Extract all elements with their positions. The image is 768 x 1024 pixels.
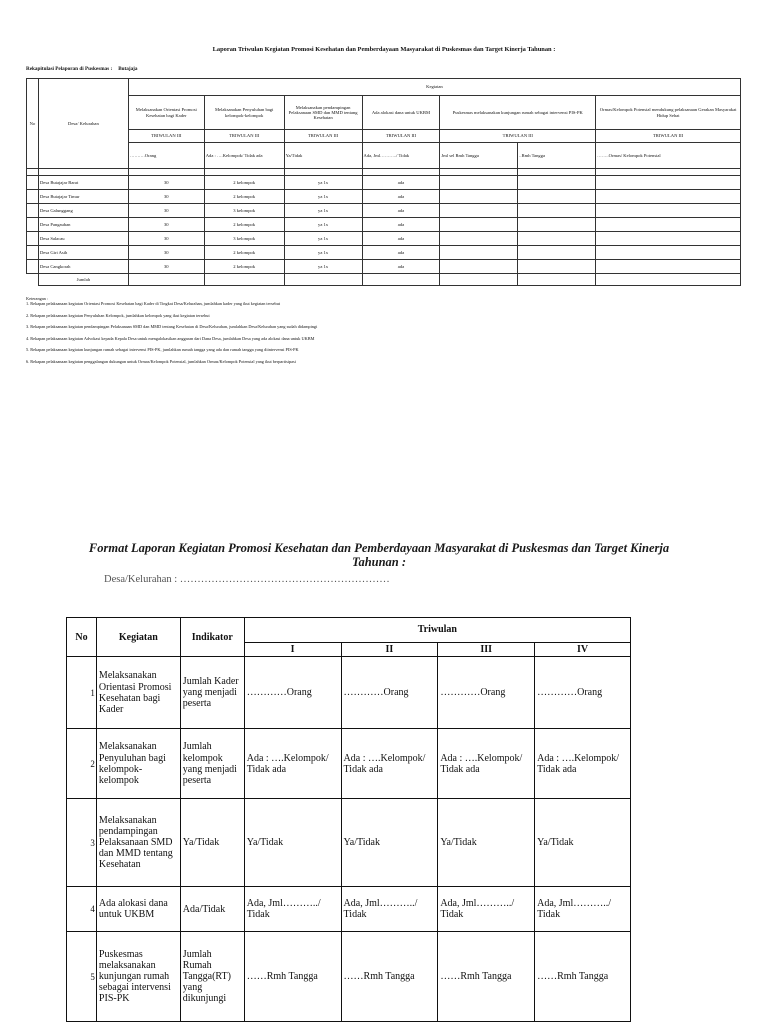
row-indikator: Ya/Tidak xyxy=(180,799,244,887)
table-row xyxy=(27,176,741,190)
row-smd: ya 1x xyxy=(284,246,362,260)
row-smd: ya 1x xyxy=(284,190,362,204)
row-q2: …………Orang xyxy=(341,657,438,729)
row-desa: Desa Cangkorah xyxy=(38,260,128,274)
row-indikator: Jumlah kelompok yang menjadi peserta xyxy=(180,729,244,799)
doc2-header-no: No xyxy=(67,618,97,657)
doc2-desa-label: Desa/Kelurahan : …………………………………………………… xyxy=(104,574,390,585)
row-desa: Desa Butajajar Timur xyxy=(38,190,128,204)
header-desa: Desa/ Kelurahan xyxy=(38,79,128,169)
header-no: No xyxy=(27,79,39,169)
doc2-header-q3: III xyxy=(438,643,535,657)
row-q3: Ada : ….Kelompok/ Tidak ada xyxy=(438,729,535,799)
jumlah-label: Jumlah xyxy=(38,274,128,286)
table-row xyxy=(27,260,741,274)
triwulan-6: TRIWULAN III xyxy=(596,130,741,143)
row-no: 4 xyxy=(67,887,97,932)
doc2-format-table xyxy=(66,617,631,1022)
row-q1: Ada : ….Kelompok/ Tidak ada xyxy=(244,729,341,799)
row-kegiatan: Melaksanakan Penyuluhan bagi kelompok-kelompok xyxy=(96,729,180,799)
table-row xyxy=(67,932,631,1022)
note-3: 3. Rekapan pelaksanaan kegiatan pendampingan Pelaksanaan SMD dan MMD tentang Kesehatan di Desa/Kelurahan, jumlahkan Desa/Kelurahan yang sudah didampingi xyxy=(26,324,318,330)
indicator-1: ……….Orang xyxy=(128,143,204,169)
row-q3: …………Orang xyxy=(438,657,535,729)
row-q4: Ya/Tidak xyxy=(535,799,631,887)
triwulan-5: TRIWULAN III xyxy=(440,130,596,143)
row-kelompok: 3 kelompok xyxy=(204,204,284,218)
row-indikator: Jumlah Rumah Tangga(RT) yang dikunjungi xyxy=(180,932,244,1022)
doc2-title: Format Laporan Kegiatan Promosi Kesehatan dan Pemberdayaan Masyarakat di Puskesmas dan Target Kinerja Tahunan : xyxy=(88,541,670,570)
row-kelompok: 2 kelompok xyxy=(204,260,284,274)
doc2-header-q4: IV xyxy=(535,643,631,657)
row-orang: 30 xyxy=(128,232,204,246)
note-1: 1. Rekapan pelaksanaan kegiatan Orientasi Promosi Kesehatan bagi Kader di Tingkat Desa/Kelurahan, jumlahkan kader yang ikut kegiatan tersebut xyxy=(26,301,281,306)
note-6: 6. Rekapan pelaksanaan kegiatan penggalangan dukungan untuk Ormas/Kelompok Potensial, jumlahkan Ormas/Kelompok Potensial yang ikut berpartisipasi xyxy=(26,358,296,364)
row-kegiatan: Melaksanakan Orientasi Promosi Kesehatan bagi Kader xyxy=(96,657,180,729)
row-orang: 30 xyxy=(128,218,204,232)
note-2: 2. Rekapan pelaksanaan kegiatan Penyuluhan Kelompok, jumlahkan kelompok yang ikut kegiatan tersebut xyxy=(26,312,210,318)
note-5: 5. Rekapan pelaksanaan kegiatan kunjungan rumah sebagai intervensi PIS-PK, jumlahkan rumah tangga yang ada dan rumah tangga yang diintervensi PIS-PK xyxy=(26,347,299,353)
row-kegiatan: Puskesmas melaksanakan kunjungan rumah sebagai intervensi PIS-PK xyxy=(96,932,180,1022)
doc1-title: Laporan Triwulan Kegiatan Promosi Kesehatan dan Pemberdayaan Masyarakat di Puskesmas dan Target Kinerja Tahunan : xyxy=(212,46,556,53)
row-q4: Ada, Jml………../ Tidak xyxy=(535,887,631,932)
indicator-2: Ada : ….Kelompok/ Tidak ada xyxy=(204,143,284,169)
doc2-header-kegiatan: Kegiatan xyxy=(96,618,180,657)
table-row xyxy=(67,657,631,729)
note-4: 4. Rekapan pelaksanaan kegiatan Advokasi kepada Kepala Desa untuk mengalokasikan anggaran dari Dana Desa, jumlahkan Desa yang ada alokasi dana untuk UKBM xyxy=(26,335,315,341)
row-kelompok: 2 kelompok xyxy=(204,176,284,190)
triwulan-1: TRIWULAN III xyxy=(128,130,204,143)
row-q4: ……Rmh Tangga xyxy=(535,932,631,1022)
row-no: 5 xyxy=(67,932,97,1022)
activity-3: Melaksanakan pendampingan Pelaksanaan SMD dan MMD tentang Kesehatan xyxy=(284,96,362,130)
row-orang: 30 xyxy=(128,204,204,218)
row-indikator: Jumlah Kader yang menjadi peserta xyxy=(180,657,244,729)
row-kegiatan: Melaksanakan pendampingan Pelaksanaan SMD dan MMD tentang Kesehatan xyxy=(96,799,180,887)
row-desa: Desa Butajajar Barat xyxy=(38,176,128,190)
indicator-3: Ya/Tidak xyxy=(284,143,362,169)
row-q3: ……Rmh Tangga xyxy=(438,932,535,1022)
row-kegiatan: Ada alokasi dana untuk UKBM xyxy=(96,887,180,932)
activity-1: Melaksanakan Orientasi Promosi Kesehatan bagi Kader xyxy=(128,96,204,130)
row-indikator: Ada/Tidak xyxy=(180,887,244,932)
header-kegiatan: Kegiatan xyxy=(128,79,740,96)
row-orang: 30 xyxy=(128,260,204,274)
row-no: 2 xyxy=(67,729,97,799)
row-ukbm: ada xyxy=(362,246,440,260)
row-orang: 30 xyxy=(128,246,204,260)
row-smd: ya 1x xyxy=(284,260,362,274)
row-smd: ya 1x xyxy=(284,176,362,190)
table-row xyxy=(27,232,741,246)
row-smd: ya 1x xyxy=(284,232,362,246)
table-row xyxy=(67,729,631,799)
table-row xyxy=(27,204,741,218)
table-row xyxy=(27,190,741,204)
row-q3: Ada, Jml………../ Tidak xyxy=(438,887,535,932)
row-ukbm: ada xyxy=(362,204,440,218)
activity-6: Ormas/Kelompok Potensial mendukung pelaksanaan Gerakan Masyarakat Hidup Sehat xyxy=(596,96,741,130)
doc1-subtitle xyxy=(26,66,138,72)
row-kelompok: 2 kelompok xyxy=(204,190,284,204)
row-no: 3 xyxy=(67,799,97,887)
triwulan-4: TRIWULAN III xyxy=(362,130,440,143)
doc2-header-indikator: Indikator xyxy=(180,618,244,657)
triwulan-3: TRIWULAN III xyxy=(284,130,362,143)
row-q1: Ada, Jml………../ Tidak xyxy=(244,887,341,932)
table-row xyxy=(67,887,631,932)
row-desa: Desa Pangauban xyxy=(38,218,128,232)
doc1-subtitle-label: Rekapitulasi Pelaporan di Puskesmas : xyxy=(26,66,113,72)
row-orang: 30 xyxy=(128,176,204,190)
indicator-6: ..Rmh Tangga xyxy=(518,143,596,169)
row-q2: ……Rmh Tangga xyxy=(341,932,438,1022)
table-row xyxy=(27,246,741,260)
row-desa: Desa Galunggang xyxy=(38,204,128,218)
row-kelompok: 3 kelompok xyxy=(204,232,284,246)
activity-5: Puskesmas melaksanakan kunjungan rumah sebagai intervensi PIS-PK xyxy=(440,96,596,130)
indicator-5: Jml sel Rmh Tangga xyxy=(440,143,518,169)
row-kelompok: 2 kelompok xyxy=(204,246,284,260)
row-desa: Desa Salacau xyxy=(38,232,128,246)
doc1-notes xyxy=(26,297,317,365)
indicator-7: ……..Ormas/ Kelompok Potensial xyxy=(596,143,741,169)
row-ukbm: ada xyxy=(362,232,440,246)
row-q1: Ya/Tidak xyxy=(244,799,341,887)
row-no: 1 xyxy=(67,657,97,729)
indicator-4: Ada, Jml………../ Tidak xyxy=(362,143,440,169)
row-ukbm: ada xyxy=(362,176,440,190)
doc1-recap-table xyxy=(26,78,741,286)
row-q4: Ada : ….Kelompok/ Tidak ada xyxy=(535,729,631,799)
doc1-subtitle-value: Butajaja xyxy=(118,66,138,72)
doc2-header-q2: II xyxy=(341,643,438,657)
table-row xyxy=(67,799,631,887)
row-q3: Ya/Tidak xyxy=(438,799,535,887)
row-q2: Ada, Jml………../ Tidak xyxy=(341,887,438,932)
row-desa: Desa Giri Asih xyxy=(38,246,128,260)
activity-4: Ada alokasi dana untuk UKBM xyxy=(362,96,440,130)
doc2-header-triwulan: Triwulan xyxy=(244,618,630,643)
row-q2: Ada : ….Kelompok/ Tidak ada xyxy=(341,729,438,799)
row-q1: …………Orang xyxy=(244,657,341,729)
row-ukbm: ada xyxy=(362,190,440,204)
row-ukbm: ada xyxy=(362,218,440,232)
row-ukbm: ada xyxy=(362,260,440,274)
row-smd: ya 1x xyxy=(284,204,362,218)
row-kelompok: 2 kelompok xyxy=(204,218,284,232)
row-orang: 30 xyxy=(128,190,204,204)
table-row xyxy=(27,218,741,232)
row-q4: …………Orang xyxy=(535,657,631,729)
doc2-header-q1: I xyxy=(244,643,341,657)
jumlah-row xyxy=(27,274,741,286)
row-q2: Ya/Tidak xyxy=(341,799,438,887)
activity-2: Melaksanakan Penyuluhan bagi kelompok-kelompok xyxy=(204,96,284,130)
row-q1: ……Rmh Tangga xyxy=(244,932,341,1022)
notes-title: Keterangan : xyxy=(26,296,49,301)
triwulan-2: TRIWULAN III xyxy=(204,130,284,143)
row-smd: ya 1x xyxy=(284,218,362,232)
